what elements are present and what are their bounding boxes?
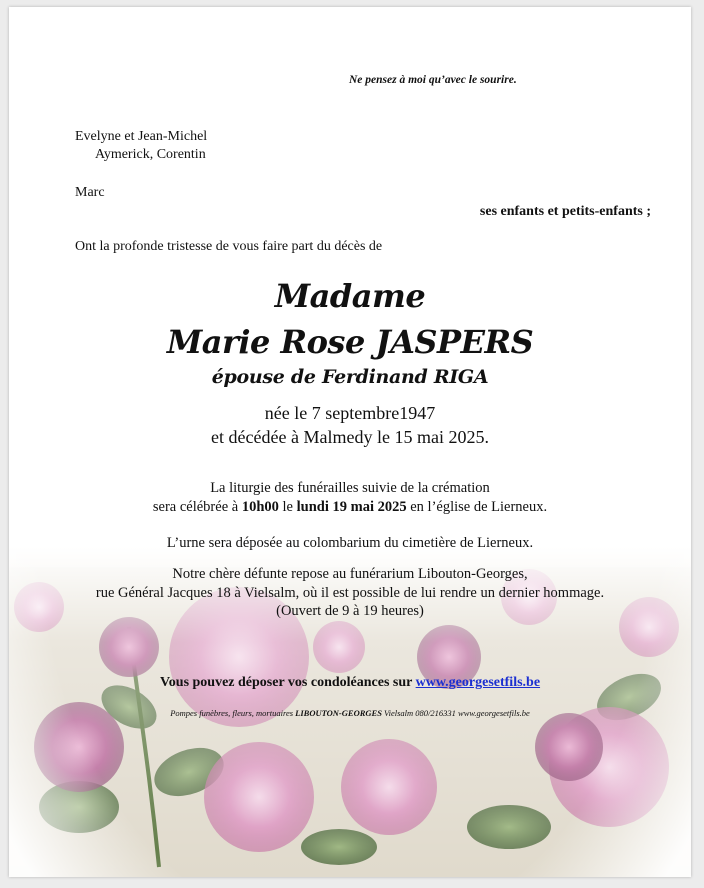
family-summary: ses enfants et petits-enfants ; [479, 204, 651, 219]
visitation-hours: (Ouvert de 9 à 19 heures) [276, 603, 424, 619]
family-line-1: Evelyne et Jean-Michel [75, 129, 208, 144]
death-date: et décédée à Malmedy le 15 mai 2025. [211, 427, 489, 447]
funeral-text-a: sera célébrée à [152, 499, 242, 515]
birth-date: née le 7 septembre1947 [264, 403, 436, 423]
deceased-name: Marie Rose JASPERS [166, 323, 534, 361]
footer-suffix: Vielsalm 080/216331 www.georgesetfils.be [381, 708, 530, 718]
urn-notice: L’urne sera déposée au colombarium du cimetière de Lierneux. [166, 535, 534, 551]
funeral-home-footer [9, 708, 691, 718]
funeral-line-2 [9, 499, 691, 516]
family-line-3: Marc [75, 185, 105, 200]
condolences-link[interactable]: www.georgesetfils.be [415, 675, 541, 690]
funeral-line-1: La liturgie des funérailles suivie de la crémation [210, 480, 490, 496]
obituary-sheet [9, 7, 691, 877]
condolences-text: Vous pouvez déposer vos condoléances sur [159, 675, 416, 690]
funeral-text-b: le [278, 499, 297, 515]
funeral-text-c: en l’église de Lierneux. [406, 499, 548, 515]
visitation-line-2: rue Général Jacques 18 à Vielsalm, où il est possible de lui rendre un dernier hommage. [95, 585, 605, 601]
family-line-2: Aymerick, Corentin [95, 147, 206, 162]
deceased-title: Madame [274, 277, 426, 315]
footer-prefix: Pompes funèbres, fleurs, mortuaires [170, 708, 296, 718]
visitation-line-1: Notre chère défunte repose au funérarium Libouton-Georges, [172, 566, 528, 582]
intro-text: Ont la profonde tristesse de vous faire part du décès de [75, 239, 383, 254]
funeral-date: lundi 19 mai 2025 [296, 499, 407, 515]
condolences-line [9, 675, 691, 691]
footer-company: LIBOUTON-GEORGES [295, 708, 382, 718]
funeral-time: 10h00 [241, 499, 279, 515]
deceased-spouse: épouse de Ferdinand RIGA [211, 366, 489, 388]
epigraph: Ne pensez à moi qu’avec le sourire. [349, 74, 517, 86]
